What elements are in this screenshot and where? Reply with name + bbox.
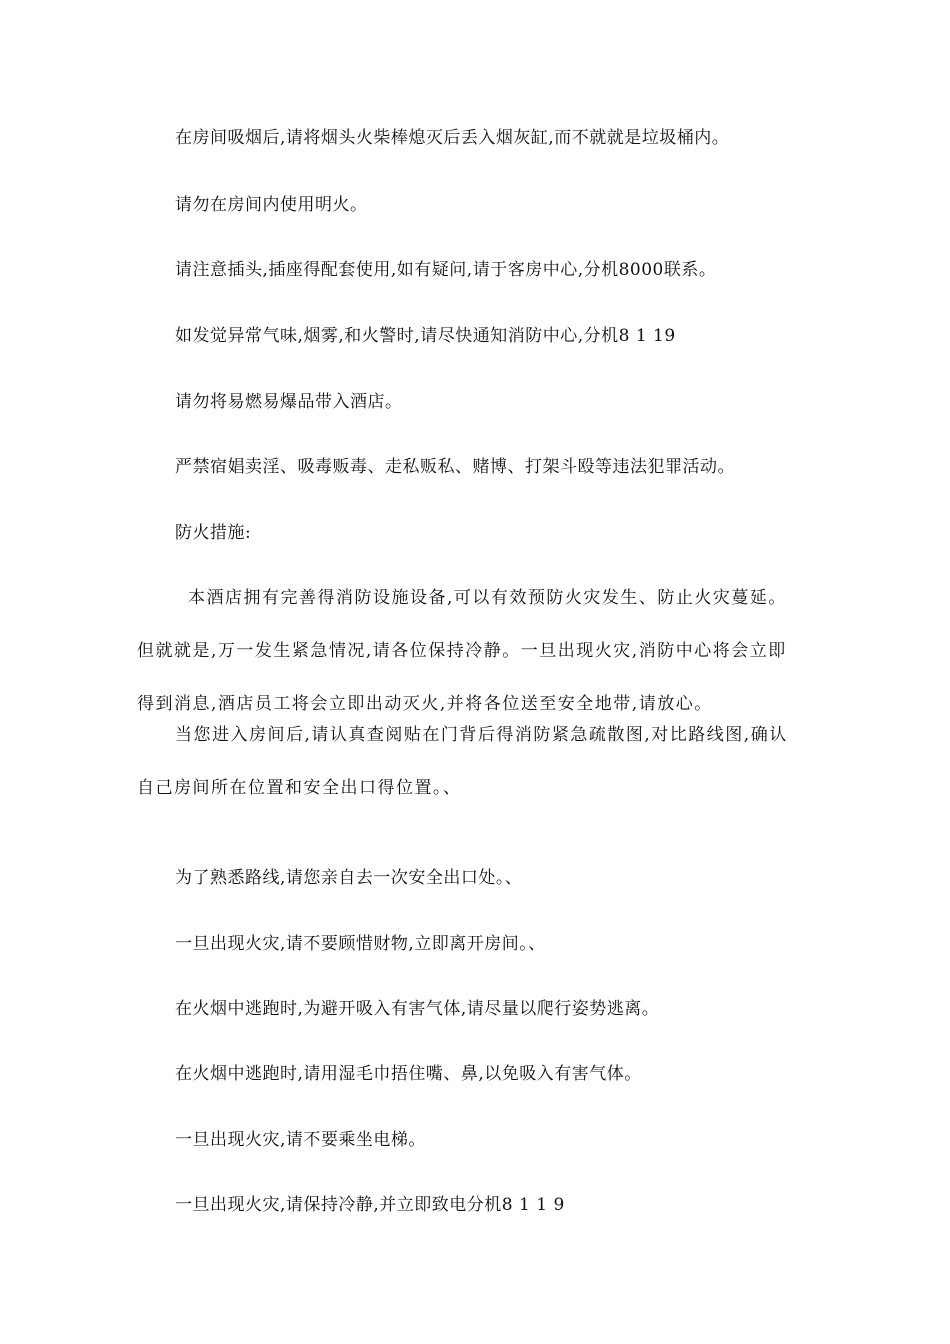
section-heading-fire-prevention: 防火措施:: [175, 523, 252, 543]
paragraph-line: 当您进入房间后,请认真查阅贴在门背后得消防紧急疏散图,对比路线图,确认: [175, 725, 788, 745]
notice-call-extension: 一旦出现火灾,请保持冷静,并立即致电分机8 1 1 9: [175, 1195, 565, 1215]
paragraph-line: 自己房间所在位置和安全出口得位置。、: [137, 778, 462, 798]
notice-crawl-low: 在火烟中逃跑时,为避开吸入有害气体,请尽量以爬行姿势逃离。: [175, 999, 660, 1019]
paragraph-evacuation-map: [137, 724, 817, 830]
notice-know-exits: 为了熟悉路线,请您亲自去一次安全出口处。、: [175, 868, 523, 888]
notice-wet-towel: 在火烟中逃跑时,请用湿毛巾捂住嘴、鼻,以免吸入有害气体。: [175, 1064, 642, 1084]
notice-leave-belongings: 一旦出现火灾,请不要顾惜财物,立即离开房间。、: [175, 934, 546, 954]
paragraph-line: 本酒店拥有完善得消防设施设备,可以有效预防火灾发生、防止火灾蔓延。: [188, 588, 787, 608]
paragraph-line: 但就就是,万一发生紧急情况,请各位保持冷静。一旦出现火灾,消防中心将会立即: [137, 641, 787, 661]
notice-smoking: 在房间吸烟后,请将烟头火柴棒熄灭后丢入烟灰缸,而不就就是垃圾桶内。: [175, 128, 730, 148]
paragraph-line: 得到消息,酒店员工将会立即出动灭火,并将各位送至安全地带,请放心。: [137, 694, 713, 714]
notice-prohibited-activities: 严禁宿娼卖淫、吸毒贩毒、走私贩私、赌博、打架斗殴等违法犯罪活动。: [175, 457, 735, 477]
notice-plugs: 请注意插头,插座得配套使用,如有疑问,请于客房中心,分机8000联系。: [175, 260, 717, 280]
paragraph-hotel-fire-facilities: [137, 587, 817, 746]
notice-fire-alarm: 如发觉异常气味,烟雾,和火警时,请尽快通知消防中心,分机8 1 19: [175, 326, 676, 346]
notice-flammables: 请勿将易燃易爆品带入酒店。: [175, 392, 403, 412]
notice-no-elevator: 一旦出现火灾,请不要乘坐电梯。: [175, 1130, 426, 1150]
notice-no-open-flame: 请勿在房间内使用明火。: [175, 195, 368, 215]
